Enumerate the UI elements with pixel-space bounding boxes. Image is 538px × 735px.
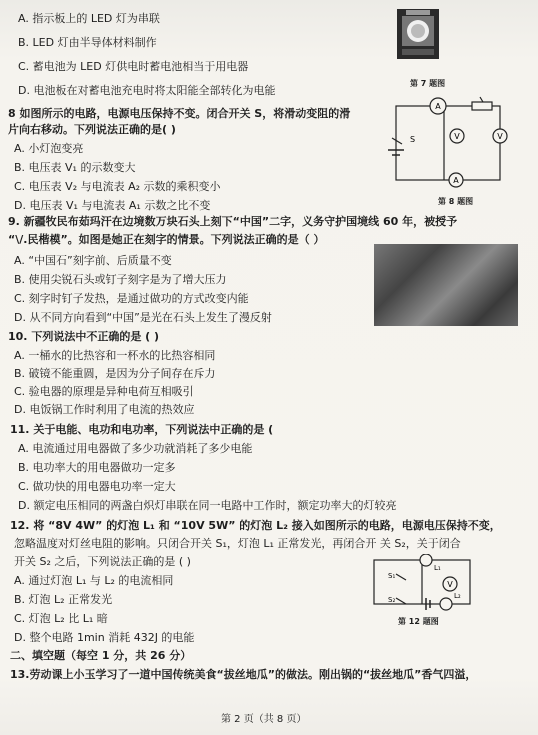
q9-option-b: B. 使用尖锐石头或钉子刻字是为了增大压力 — [14, 273, 227, 286]
q11-option-b: B. 电功率大的用电器做功一定多 — [18, 461, 176, 474]
q8-stem-line1: 8 如图所示的电路，电源电压保持不变。闭合开关 S，将滑动变阻的滑 — [8, 107, 351, 120]
q9-stem-line1: 9. 新疆牧民布茹玛汗在边境数万块石头上刻下“中国”二字，义务守护国境线 60 年，被授予 — [8, 215, 458, 228]
q10-stem: 10. 下列说法中不正确的是 ( ) — [8, 330, 160, 343]
q12-option-a: A. 通过灯泡 L₁ 与 L₂ 的电流相同 — [14, 574, 174, 587]
q8-option-b: B. 电压表 V₁ 的示数变大 — [14, 161, 136, 174]
q12-stem-line3: 开关 S₂ 之后，下列说法正确的是 ( ) — [14, 555, 191, 568]
q11-option-d: D. 额定电压相同的两盏白炽灯串联在同一电路中工作时，额定功率大的灯较亮 — [18, 499, 397, 512]
fig8-circuit-diagram — [384, 92, 516, 196]
fig8-voltmeter-v1-label: V — [454, 132, 460, 141]
q12-option-d: D. 整个电路 1min 消耗 432J 的电能 — [14, 631, 195, 644]
page-footer: 第 2 页（共 8 页） — [221, 714, 307, 725]
fig7-caption: 第 7 题图 — [410, 79, 446, 88]
q12-stem-line2: 忽略温度对灯丝电阻的影响。只闭合开关 S₁，灯泡 L₁ 正常发光，再闭合开 关 S₂，关于闭合 — [14, 537, 461, 550]
fig9-carving-photo — [374, 244, 518, 326]
q9-option-a: A. “中国石”刻字前、后质量不变 — [14, 254, 172, 267]
q12-stem-line1: 12. 将 “8V 4W” 的灯泡 L₁ 和 “10V 5W” 的灯泡 L₂ 接入如图所示的电路，电源电压保持不变， — [10, 519, 501, 532]
q11-stem: 11. 关于电能、电功和电功率，下列说法中正确的是 ( — [10, 423, 274, 436]
fig12-caption: 第 12 题图 — [398, 617, 439, 626]
q10-option-a: A. 一桶水的比热容和一杯水的比热容相同 — [14, 349, 216, 362]
q10-option-d: D. 电饭锅工作时利用了电流的热效应 — [14, 403, 195, 416]
q9-option-c: C. 刻字时钉子发热，是通过做功的方式改变内能 — [14, 292, 249, 305]
fig12-circuit-diagram — [366, 554, 478, 614]
q8-stem-line2: 片向右移动。下列说法正确的是( ) — [8, 123, 176, 136]
q8-option-d: D. 电压表 V₁ 与电流表 A₁ 示数之比不变 — [14, 199, 211, 212]
q7-option-c: C. 蓄电池为 LED 灯供电时蓄电池相当于用电器 — [18, 60, 249, 73]
q7-option-b: B. LED 灯由半导体材料制作 — [18, 36, 157, 49]
q12-option-c: C. 灯泡 L₂ 比 L₁ 暗 — [14, 612, 108, 625]
q9-stem-line2: “\/.民楷模”。如图是她正在刻字的情景。下列说法正确的是（ ） — [8, 233, 325, 246]
q10-option-b: B. 破镜不能重圆，是因为分子间存在斥力 — [14, 367, 216, 380]
fig7-display-image — [392, 4, 444, 76]
q8-option-c: C. 电压表 V₂ 与电流表 A₂ 示数的乘积变小 — [14, 180, 221, 193]
fig8-ammeter-a1-label: A — [435, 102, 441, 111]
fig8-voltmeter-v2-label: V — [497, 132, 503, 141]
fig12-s1-label: S₁ — [388, 572, 396, 580]
q7-option-d: D. 电池板在对蓄电池充电时将太阳能全部转化为电能 — [18, 84, 276, 97]
fig12-l1-label: L₁ — [434, 564, 441, 572]
fig12-voltmeter-label: V — [447, 580, 453, 589]
q12-option-b: B. 灯泡 L₂ 正常发光 — [14, 593, 113, 606]
q8-option-a: A. 小灯泡变亮 — [14, 142, 84, 155]
q10-option-c: C. 验电器的原理是异种电荷互相吸引 — [14, 385, 194, 398]
fig8-switch-label: S — [410, 135, 416, 144]
fig8-ammeter-a2-label: A — [453, 176, 459, 185]
fig12-s2-label: S₂ — [388, 596, 396, 604]
fig12-l2-label: L₂ — [454, 592, 461, 600]
q13-stem-line1: 13.劳动课上小玉学习了一道中国传统美食“拔丝地瓜”的做法。刚出锅的“拔丝地瓜”香气四溢， — [10, 668, 477, 681]
fig8-caption: 第 8 题图 — [438, 197, 474, 206]
q7-option-a: A. 指示板上的 LED 灯为串联 — [18, 12, 160, 25]
section-fill-in-heading: 二、填空题（每空 1 分，共 26 分） — [10, 649, 192, 662]
q11-option-a: A. 电流通过用电器做了多少功就消耗了多少电能 — [18, 442, 253, 455]
q11-option-c: C. 做功快的用电器电功率一定大 — [18, 480, 176, 493]
q9-option-d: D. 从不同方向看到“中国”是光在石头上发生了漫反射 — [14, 311, 272, 324]
